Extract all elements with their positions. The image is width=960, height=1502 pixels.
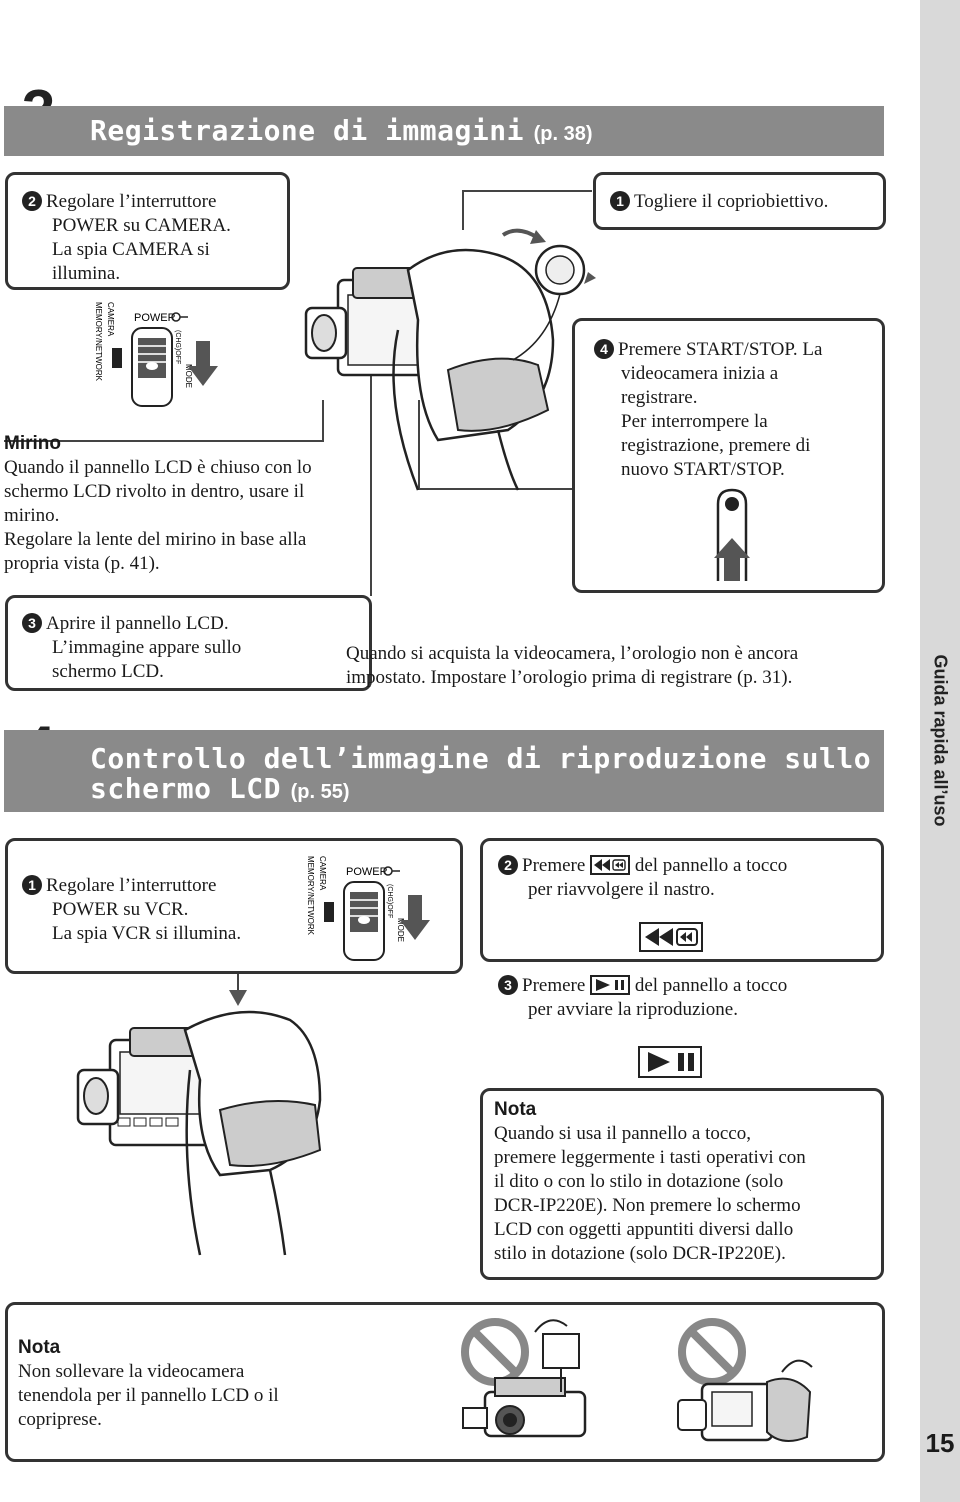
power-switch-illustration: [88, 296, 228, 416]
mirino-title: Mirino: [4, 433, 61, 454]
section-title-band: [4, 730, 884, 812]
step3-text: 3 Aprire il pannello LCD. L’immagine appare sullo schermo LCD.: [22, 612, 241, 684]
connector-line: [462, 190, 592, 192]
play-pause-button-icon: [638, 1046, 702, 1078]
step-number: 3: [22, 613, 42, 633]
svg-text:POWER: POWER: [134, 312, 176, 324]
step-number: 1: [610, 191, 630, 211]
svg-text:POWER: POWER: [346, 866, 388, 878]
svg-text:MEMORY/NETWORK: MEMORY/NETWORK: [306, 856, 315, 935]
connector-line: [462, 190, 464, 230]
section-title-band: [4, 106, 884, 156]
rewind-step-text: 2 Premere del pannello a tocco per riavvolgere il nastro.: [498, 854, 787, 902]
section-page-ref: (p. 38): [533, 123, 593, 145]
section-title-line1: Controllo dell’immagine di riproduzione sullo: [90, 742, 872, 775]
step-number: 2: [22, 191, 42, 211]
camcorder-recording-illustration: [298, 200, 608, 500]
section-page-ref: (p. 55): [290, 781, 350, 803]
section-title-line2: schermo LCD: [90, 772, 281, 805]
svg-text:MODE: MODE: [396, 918, 405, 942]
step1-text: 1 Togliere il copriobiettivo.: [610, 190, 828, 214]
touch-panel-note: Nota Quando si usa il pannello a tocco, premere leggermente i tasti operativi con il dito o con lo stilo in dotazione (solo DCR-IP220E). Non premere lo schermo LCD con oggetti appuntiti diversi dallo stilo in dotazione (solo DCR-IP220E).: [494, 1099, 806, 1264]
note-title: Nota: [18, 1337, 61, 1358]
power-switch-vcr-illustration: [300, 850, 440, 970]
play-pause-icon: [590, 975, 630, 995]
step-number: 4: [594, 339, 614, 359]
prohibited-lift-by-lcd-illustration: [455, 1312, 605, 1457]
step4-text: 4 Premere START/STOP. La videocamera inizia a registrare. Per interrompere la registrazione, premere di nuovo START/STOP.: [594, 338, 822, 482]
clock-note: Quando si acquista la videocamera, l’orologio non è ancora impostato. Impostare l’orologio prima di registrare (p. 31).: [346, 643, 799, 688]
svg-text:CAMERA: CAMERA: [106, 302, 115, 337]
camcorder-playback-illustration: [70, 1000, 340, 1260]
svg-text:MODE: MODE: [184, 364, 193, 388]
page-number: 15: [925, 1428, 955, 1458]
svg-text:CAMERA: CAMERA: [318, 856, 327, 891]
rewind-icon: [590, 855, 630, 875]
step-number: 3: [498, 975, 518, 995]
start-stop-button-illustration: [710, 486, 760, 586]
sidebar-label: Guida rapida all’uso: [930, 653, 951, 827]
mirino-text: Quando il pannello LCD è chiuso con lo schermo LCD rivolto in dentro, usare il mirino. Regolare la lente del mirino in base alla propria vista (p. 41).: [4, 457, 312, 574]
step-number: 1: [22, 875, 42, 895]
step2-text: 2 Regolare l’interruttore POWER su CAMERA. La spia CAMERA si illumina.: [22, 190, 231, 286]
svg-text:MEMORY/NETWORK: MEMORY/NETWORK: [94, 302, 103, 381]
section-title: Registrazione di immagini: [90, 114, 524, 147]
svg-text:(CHG)OFF: (CHG)OFF: [174, 330, 181, 365]
prohibited-lift-by-cover-illustration: [672, 1312, 822, 1457]
bottom-note: Nota Non sollevare la videocamera tenendola per il pannello LCD o il copriprese.: [18, 1337, 279, 1430]
play-step-text: 3 Premere del pannello a tocco per avviare la riproduzione.: [498, 974, 787, 1022]
vcr-step1-text: 1 Regolare l’interruttore POWER su VCR. La spia VCR si illumina.: [22, 874, 241, 946]
step-number: 2: [498, 855, 518, 875]
rewind-button-icon: [639, 922, 703, 952]
svg-text:(CHG)OFF: (CHG)OFF: [386, 884, 393, 919]
note-title: Nota: [494, 1099, 537, 1120]
